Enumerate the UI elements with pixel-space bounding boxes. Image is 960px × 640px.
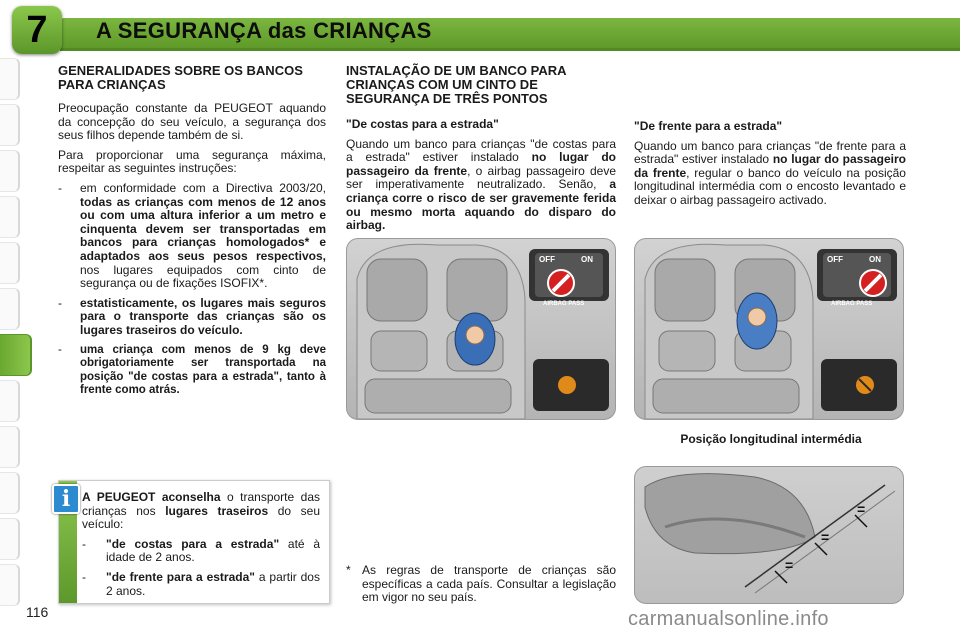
chapter-tabs	[0, 58, 22, 598]
illustration-caption: Posição longitudinal intermédia	[680, 432, 862, 446]
chapter-tab[interactable]	[0, 472, 20, 514]
paragraph: Preocupação constante da PEUGEOT aquando da concepção do seu veículo, a segurança dos seus filhos depende também de si.	[58, 101, 326, 143]
chapter-tab[interactable]	[0, 564, 20, 606]
airbag-off-label: OFF	[539, 255, 555, 264]
list-item: - "de frente para a estrada" a partir dos 2 anos.	[82, 569, 320, 598]
section-heading: GENERALIDADES SOBRE OS BANCOS PARA CRIANÇAS	[58, 63, 303, 92]
page-number: 116	[26, 604, 49, 620]
forward-facing-illustration	[634, 238, 904, 420]
middle-column	[346, 64, 616, 239]
chapter-tab[interactable]	[0, 288, 20, 330]
chapter-tab[interactable]	[0, 380, 20, 422]
car-interior-drawing	[347, 239, 615, 419]
list-item: - estatisticamente, os lugares mais seguros para o transporte das crianças são os lugares traseiros do veículo.	[58, 295, 326, 337]
footnote: * As regras de transporte de crianças são específicas a cada país. Consultar a legislação em vigor no seu país.	[346, 563, 616, 605]
left-column	[58, 64, 326, 404]
chapter-tab[interactable]	[0, 518, 20, 560]
info-paragraph: A PEUGEOT aconselha o transporte das crianças nos lugares traseiros do seu veículo:	[82, 490, 321, 532]
equal-mark: =	[785, 557, 794, 573]
car-interior-drawing	[635, 239, 903, 419]
airbag-on-label: ON	[869, 255, 881, 264]
seat-rail-drawing	[635, 467, 903, 603]
header-underline	[60, 48, 960, 51]
paragraph: Para proporcionar uma segurança máxima, respeitar as seguintes instruções:	[58, 147, 326, 176]
equal-mark: =	[857, 501, 866, 517]
chapter-badge[interactable]: 7	[12, 6, 62, 54]
chapter-tab[interactable]	[0, 196, 20, 238]
airbag-pass-label: AIRBAG PASS	[831, 301, 873, 307]
paragraph: Quando um banco para crianças "de frente para a estrada" estiver instalado no lugar do passageiro da frente, regular o banco do veículo na posição longitudinal intermédia com o encosto levantado e deixar o airbag passageiro activado.	[634, 138, 906, 207]
instruction-list	[58, 182, 326, 398]
subheading-forward-facing: "De frente para a estrada"	[634, 119, 783, 133]
airbag-pass-label: AIRBAG PASS	[543, 301, 585, 307]
info-list	[82, 538, 320, 598]
section-heading: INSTALAÇÃO DE UM BANCO PARA CRIANÇAS COM UM CINTO DE SEGURANÇA DE TRÊS PONTOS	[346, 63, 567, 106]
info-text	[82, 491, 320, 604]
chapter-tab[interactable]	[0, 58, 20, 100]
info-icon: i	[52, 484, 80, 514]
page-title: A SEGURANÇA das CRIANÇAS	[96, 18, 432, 43]
chapter-tab[interactable]	[0, 426, 20, 468]
list-item: - uma criança com menos de 9 kg deve obrigatoriamente ser transportada na posição "de costas para a estrada", tanto à frente como atrás.	[58, 343, 326, 397]
rear-facing-illustration	[346, 238, 616, 420]
subheading-rear-facing: "De costas para a estrada"	[346, 117, 499, 131]
equal-mark: =	[821, 529, 830, 545]
airbag-on-label: ON	[581, 255, 593, 264]
chapter-tab[interactable]	[0, 150, 20, 192]
list-item: - em conformidade com a Directiva 2003/20, todas as crianças com menos de 12 anos ou com uma altura inferior a um metro e cinquenta devem ser transportadas em bancos para crianças homologados* e adaptados aos seus pesos respectivos, nos lugares equipados com cinto de segurança ou de fixações ISOFIX*.	[58, 180, 326, 291]
chapter-tab[interactable]	[0, 104, 20, 146]
paragraph: Quando um banco para crianças "de costas para a estrada" estiver instalado no lugar do passageiro da frente, o airbag passageiro deve ser imperativamente neutralizado. Senão, a criança corre o risco de ser gravemente ferida ou mesmo morta aquando do disparo do airbag.	[346, 136, 616, 233]
seat-position-illustration	[634, 466, 904, 604]
list-item: - "de costas para a estrada" até à idade de 2 anos.	[82, 536, 321, 565]
watermark: carmanualsonline.info	[628, 608, 829, 630]
chapter-tab[interactable]	[0, 242, 20, 284]
chapter-tab-active[interactable]	[0, 334, 32, 376]
airbag-off-label: OFF	[827, 255, 843, 264]
right-column	[634, 120, 906, 214]
